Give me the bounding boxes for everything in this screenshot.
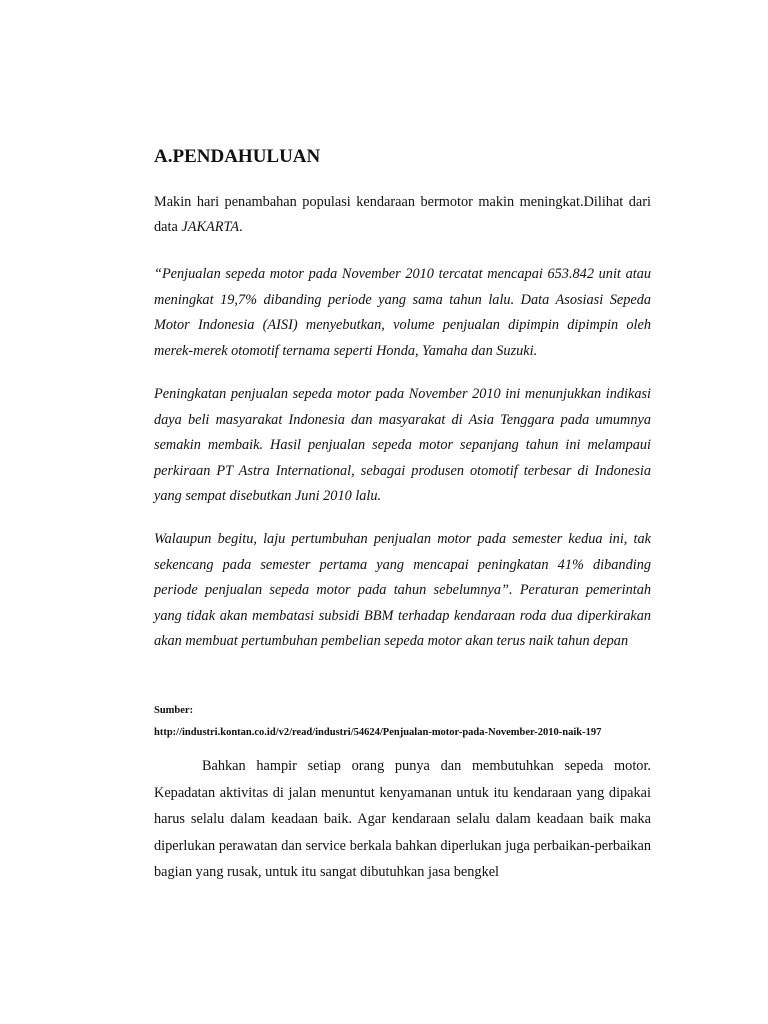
quote-paragraph-1: “Penjualan sepeda motor pada November 2010 tercatat mencapai 653.842 unit atau meningkat 19,7% dibanding periode yang sama tahun lalu. Data Asosiasi Sepeda Motor Indonesia (AISI) menyebutkan, volume penjualan dipimpin dipimpin oleh merek-merek otomotif ternama seperti Honda, Yamaha dan Suzuki. [154,266,651,359]
intro-period: . [239,219,243,235]
quote-paragraph-3: Walaupun begitu, laju pertumbuhan penjualan motor pada semester kedua ini, tak sekencang pada semester pertama yang mencapai peningkatan 41% dibanding periode penjualan sepeda motor pada tahun sebelumnya”. Peraturan pemerintah yang tidak akan membatasi subsidi BBM terhadap kendaraan roda dua diperkirakan akan membuat pertumbuhan pembelian sepeda motor akan terus naik tahun depan [154,531,651,650]
source-citation [154,700,651,744]
section-heading: A.PENDAHULUAN [154,146,321,167]
intro-emphasis: JAKARTA [181,219,240,235]
quote-paragraph-2: Peningkatan penjualan sepeda motor pada November 2010 ini menunjukkan indikasi daya beli masyarakat Indonesia dan masyarakat di Asia Tenggara pada umumnya semakin membaik. Hasil penjualan sepeda motor sepanjang tahun ini melampaui perkiraan PT Astra International, sebagai produsen otomotif terbesar di Indonesia yang sempat disebutkan Juni 2010 lalu. [154,386,651,505]
body-paragraph: Bahkan hampir setiap orang punya dan membutuhkan sepeda motor. Kepadatan aktivitas di jalan menuntut kenyamanan untuk itu kendaraan yang dipakai harus selalu dalam keadaan baik. Agar kendaraan selalu dalam keadaan baik maka diperlukan perawatan dan service berkala bahkan diperlukan juga perbaikan-perbaikan bagian yang rusak, untuk itu sangat dibutuhkan jasa bengkel [154,758,651,881]
source-label: Sumber: [154,705,194,716]
intro-text: Makin hari penambahan populasi kendaraan bermotor makin meningkat.Dilihat dari data [154,194,651,235]
source-url-link[interactable]: http://industri.kontan.co.id/v2/read/industri/54624/Penjualan-motor-pada-November-2010-naik-197 [154,727,602,738]
intro-paragraph [154,190,651,240]
